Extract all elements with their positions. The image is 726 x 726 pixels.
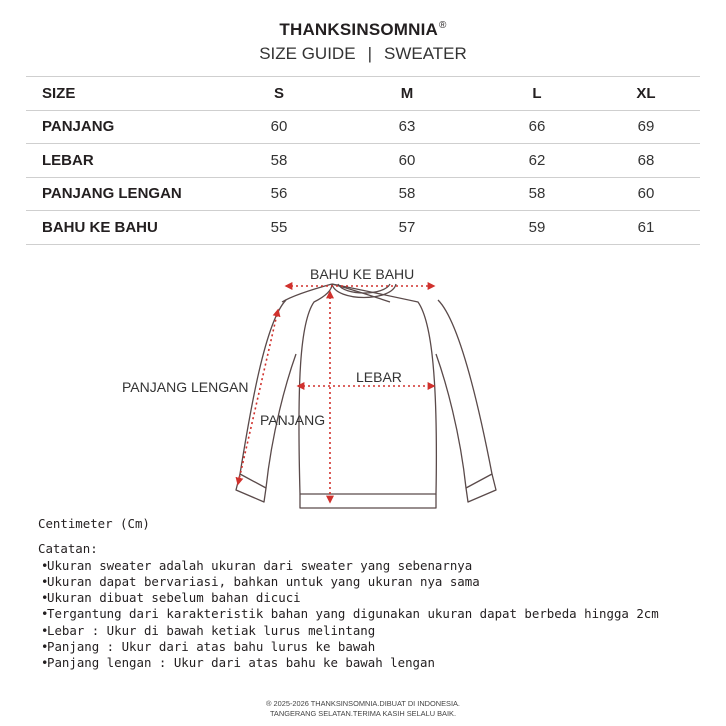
table-row-lebar [26,144,700,178]
note-text: Tergantung dari karakteristik bahan yang digunakan ukuran dapat berbeda hingga 2cm [47,606,659,622]
note-item [38,558,659,574]
bullet: • [41,622,49,638]
column-header-m: M [332,77,482,111]
table-cell: 59 [482,211,592,245]
bullet: • [41,655,49,671]
table-cell: 69 [592,110,700,144]
table-cell: 66 [482,110,592,144]
registered-mark: ® [439,20,447,31]
footer-line-2: TANGERANG SELATAN.TERIMA KASIH SELALU BAIK. [269,708,457,718]
table-cell: 57 [332,211,482,245]
table-row-panjang [26,110,700,144]
note-item [38,623,659,639]
note-text: Lebar : Ukur di bawah ketiak lurus melintang [47,622,376,638]
table-header-row [26,77,700,111]
footer-line-1: ® 2025-2026 THANKSINSOMNIA.DIBUAT DI INDONESIA. [266,699,460,708]
label-panjang-lengan: PANJANG LENGAN [122,379,249,395]
note-item [38,590,659,606]
label-bahu-ke-bahu: BAHU KE BAHU [310,266,415,282]
sweater-outline [236,284,496,508]
row-label: PANJANG [26,110,226,144]
table-cell: 62 [482,144,592,178]
table-cell: 58 [482,177,592,211]
column-header-s: S [226,77,332,111]
page-subtitle [0,44,726,64]
bullet: • [41,573,49,589]
table-cell: 58 [226,144,332,178]
table-cell: 58 [332,177,482,211]
table-row-bahu-ke-bahu [26,211,700,245]
bullet: • [41,606,49,622]
column-header-size: SIZE [26,77,226,111]
note-item [38,655,659,671]
note-text: Panjang lengan : Ukur dari atas bahu ke bawah lengan [47,655,435,671]
subtitle-separator: | [367,44,372,63]
column-header-xl: XL [592,77,700,111]
row-label: LEBAR [26,144,226,178]
size-table [26,76,700,245]
notes-section [38,516,659,672]
subtitle-product: SWEATER [383,44,467,63]
brand-title [0,20,726,40]
row-label: BAHU KE BAHU [26,211,226,245]
label-lebar: LEBAR [356,369,402,385]
table-row-panjang-lengan [26,177,700,211]
brand-name: THANKSINSOMNIA [279,20,439,39]
label-panjang: PANJANG [260,412,326,428]
footer [0,699,726,718]
table-cell: 56 [226,177,332,211]
table-cell: 60 [592,177,700,211]
note-text: Ukuran dibuat sebelum bahan dicuci [47,590,301,606]
bullet: • [41,557,49,573]
table-cell: 55 [226,211,332,245]
note-text: Ukuran sweater adalah ukuran dari sweater yang sebenarnya [47,557,473,573]
subtitle-size-guide: SIZE GUIDE [259,44,356,63]
bullet: • [41,590,49,606]
table-cell: 63 [332,110,482,144]
table-cell: 60 [332,144,482,178]
note-item [38,639,659,655]
table-cell: 68 [592,144,700,178]
sleeve-arrow [238,310,278,484]
note-item [38,606,659,622]
note-text: Panjang : Ukur dari atas bahu lurus ke bawah [47,639,376,655]
notes-heading: Catatan: [38,541,98,557]
note-item [38,574,659,590]
sweater-diagram [100,262,520,512]
unit-text: Centimeter (Cm) [38,516,150,531]
note-text: Ukuran dapat bervariasi, bahkan untuk yang ukuran nya sama [47,573,480,589]
measurement-arrows [238,286,434,502]
bullet: • [41,639,49,655]
column-header-l: L [482,77,592,111]
table-cell: 61 [592,211,700,245]
table-cell: 60 [226,110,332,144]
row-label: PANJANG LENGAN [26,177,226,211]
